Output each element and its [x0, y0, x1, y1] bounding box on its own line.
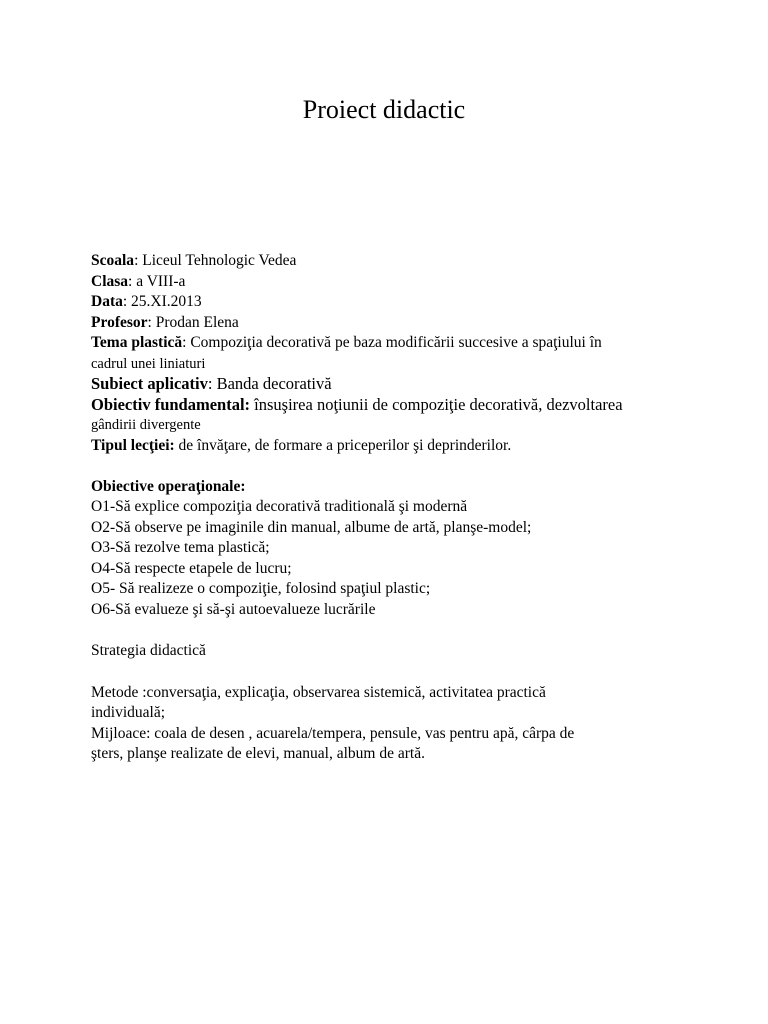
teacher-label: Profesor [91, 313, 148, 331]
theme-value: : Compoziţia decorativă pe baza modificării succesive a spaţiului în [182, 334, 602, 351]
objective-value: însuşirea noţiunii de compoziţie decorativă, dezvoltarea [250, 394, 623, 414]
theme-line [91, 333, 691, 354]
class-value: : a VIII-a [128, 272, 186, 290]
spacer [91, 662, 691, 683]
objective-item: O3-Să rezolve tema plastică; [91, 539, 270, 556]
objective-item: O5- Să realizeze o compoziţie, folosind spaţiul plastic; [91, 580, 431, 597]
spacer [91, 620, 691, 641]
school-value: : Liceul Tehnologic Vedea [134, 252, 297, 269]
school-line [91, 251, 691, 272]
methods-continuation: individuală; [91, 704, 166, 721]
strategy-heading: Strategia didactică [91, 642, 206, 659]
lesson-type-label: Tipul lecţiei: [91, 436, 175, 454]
teacher-value: : Prodan Elena [147, 313, 239, 331]
objective-item: O6-Să evalueze şi să-şi autoevalueze lucrările [91, 600, 376, 618]
date-label: Data [91, 293, 123, 310]
class-line [91, 272, 691, 293]
school-label: Scoala [91, 252, 135, 269]
theme-continuation: cadrul unei liniaturi [91, 355, 206, 372]
objective-label: Obiectiv fundamental: [91, 394, 251, 414]
subject-line [91, 374, 691, 395]
subject-label: Subiect aplicativ [91, 374, 208, 393]
objective-item: O1-Să explice compoziţia decorativă traditională şi modernă [91, 498, 468, 515]
means-continuation: şters, planşe realizate de elevi, manual, album de artă. [91, 745, 425, 762]
document-body [91, 251, 691, 765]
objective-item: O2-Să observe pe imaginile din manual, albume de artă, planşe-model; [91, 518, 532, 536]
theme-label: Tema plastică [91, 334, 183, 351]
class-label: Clasa [91, 272, 129, 290]
teacher-line [91, 313, 691, 334]
objective-line [91, 395, 691, 416]
spacer [91, 456, 691, 477]
date-value: : 25.XI.2013 [122, 293, 202, 310]
page-title: Proiect didactic [302, 95, 466, 124]
means-line: Mijloace: coala de desen , acuarela/tempera, pensule, vas pentru apă, cârpa de [91, 724, 575, 742]
methods-line: Metode :conversaţia, explicaţia, observarea sistemică, activitatea practică [91, 683, 546, 701]
objectives-heading: Obiective operaţionale: [91, 477, 246, 495]
objective-continuation: gândirii divergente [91, 417, 201, 433]
lesson-type-line [91, 436, 691, 457]
subject-value: : Banda decorativă [207, 374, 332, 393]
objective-item: O4-Să respecte etapele de lucru; [91, 559, 292, 577]
lesson-type-value: de învăţare, de formare a priceperilor şi deprinderilor. [174, 436, 512, 454]
date-line [91, 292, 691, 313]
